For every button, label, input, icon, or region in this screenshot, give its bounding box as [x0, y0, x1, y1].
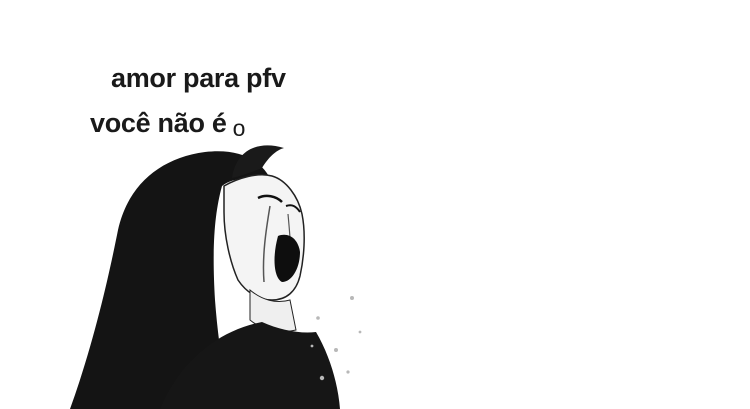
- caption-line-2: [90, 108, 245, 139]
- caption-line-2-text: você não é: [90, 108, 227, 138]
- caption-line-1: amor para pfv: [111, 63, 286, 93]
- caption-line-2-tail: o: [232, 115, 246, 141]
